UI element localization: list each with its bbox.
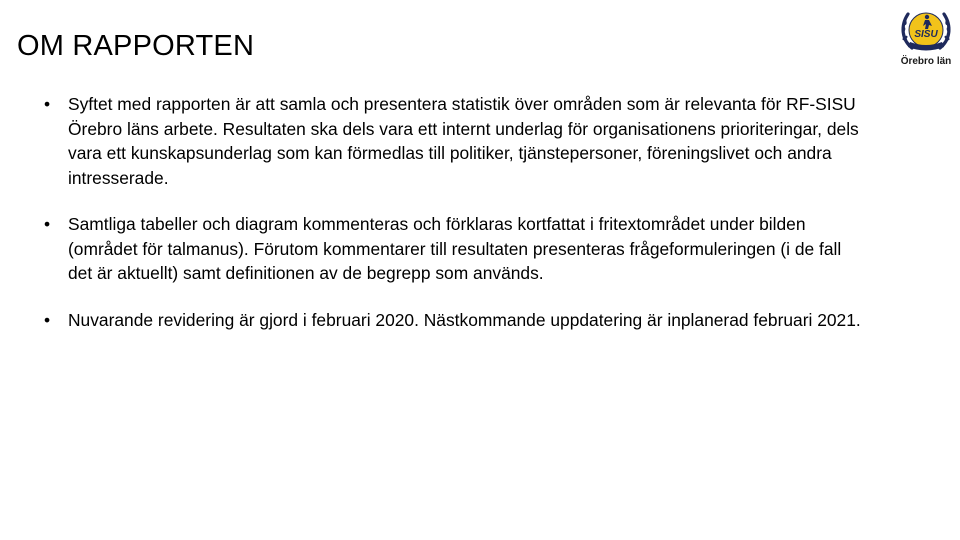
list-item bbox=[44, 212, 864, 286]
bullet-text: Nuvarande revidering är gjord i februari 2020. Nästkommande uppdatering är inplanerad februari 2021. bbox=[68, 309, 861, 330]
bullet-text: Syftet med rapporten är att samla och presentera statistik över områden som är relevanta för RF-SISU Örebro läns arbete. Resultaten ska dels vara ett internt underlag för organisationens prioriteringar, dels vara ett kunskapsunderlag som kan förmedlas till politiker, tjänstepersoner, föreningslivet och andra intresserade. bbox=[68, 94, 859, 188]
logo-emblem-text: SISU bbox=[914, 29, 938, 40]
logo-caption: Örebro län bbox=[900, 56, 952, 67]
bullet-marker: • bbox=[44, 309, 51, 330]
bullet-marker: • bbox=[44, 214, 51, 234]
list-item bbox=[44, 92, 864, 190]
bullet-list bbox=[44, 92, 864, 354]
bullet-marker: • bbox=[44, 94, 51, 114]
list-item bbox=[44, 308, 864, 333]
bullet-text: Samtliga tabeller och diagram kommenteras och förklaras kortfattat i fritextområdet under bilden (området för talmanus). Förutom kommentarer till resultaten presenteras frågeformuleringen (i de fall det är aktuellt) samt definitionen av de begrepp som används. bbox=[68, 214, 842, 283]
page-title: OM RAPPORTEN bbox=[17, 30, 255, 62]
sisu-logo bbox=[896, 4, 956, 70]
